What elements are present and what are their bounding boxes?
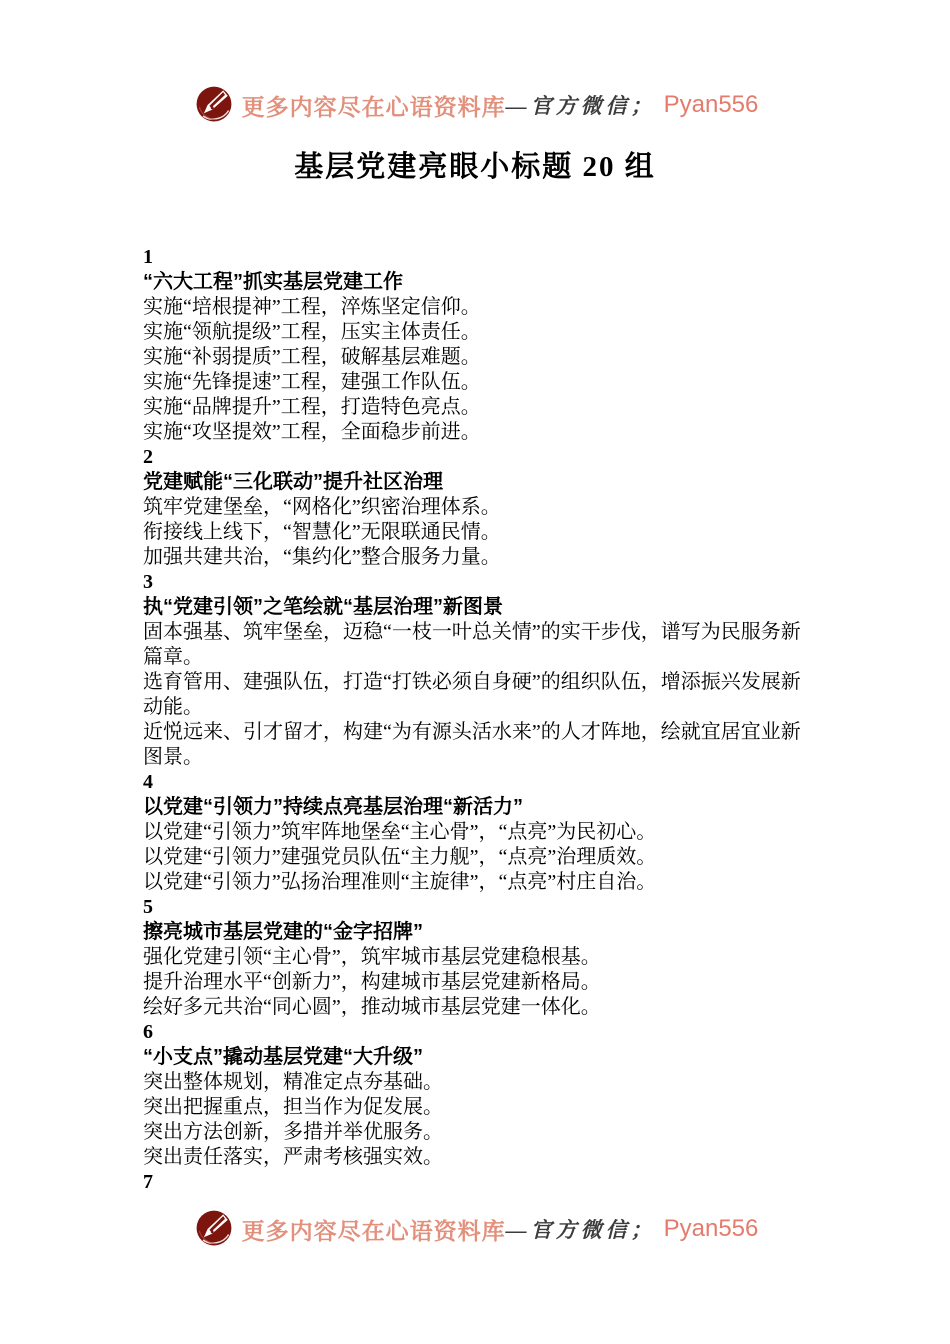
body-line: 实施“培根提神”工程，淬炼坚定信仰。 <box>143 296 481 318</box>
pen-nib-logo-icon <box>192 82 236 128</box>
section-number: 1 <box>143 246 153 268</box>
body-line: 突出把握重点，担当作为促发展。 <box>143 1096 443 1118</box>
body-line: 强化党建引领“主心骨”，筑牢城市基层党建稳根基。 <box>143 946 601 968</box>
section-number: 7 <box>143 1171 153 1193</box>
body-line: 突出整体规划，精准定点夯基础。 <box>143 1071 443 1093</box>
body-line: 加强共建共治，“集约化”整合服务力量。 <box>143 546 501 568</box>
section-heading: “小支点”撬动基层党建“大升级” <box>143 1046 423 1068</box>
section-3 <box>143 570 833 770</box>
section-heading: 擦亮城市基层党建的“金字招牌” <box>143 921 423 943</box>
section-1 <box>143 245 833 445</box>
body-line: 实施“补弱提质”工程，破解基层难题。 <box>143 346 481 368</box>
watermark-official-label: —官方微信； <box>505 1218 656 1242</box>
header-watermark <box>0 82 950 128</box>
body-line: 实施“领航提级”工程，压实主体责任。 <box>143 321 481 343</box>
body-line: 以党建“引领力”弘扬治理准则“主旋律”，“点亮”村庄自治。 <box>143 871 657 893</box>
section-5 <box>143 895 833 1020</box>
body-line: 以党建“引领力”建强党员队伍“主力舰”，“点亮”治理质效。 <box>143 846 657 868</box>
body-line: 近悦远来、引才留才，构建“为有源头活水来”的人才阵地，绘就宜居宜业新 <box>143 721 801 743</box>
section-4 <box>143 770 833 895</box>
section-7 <box>143 1170 833 1195</box>
section-heading: 党建赋能“三化联动”提升社区治理 <box>143 471 443 493</box>
body-line: 实施“攻坚提效”工程，全面稳步前进。 <box>143 421 481 443</box>
section-heading: “六大工程”抓实基层党建工作 <box>143 271 403 293</box>
body-line: 突出方法创新，多措并举优服务。 <box>143 1121 443 1143</box>
section-heading: 以党建“引领力”持续点亮基层治理“新活力” <box>143 796 523 818</box>
body-line: 图景。 <box>143 746 203 768</box>
page-title: 基层党建亮眼小标题 20 组 <box>294 151 656 183</box>
footer-watermark <box>0 1206 950 1252</box>
watermark-text: 更多内容尽在心语资料库 <box>241 94 506 120</box>
section-number: 4 <box>143 771 153 793</box>
section-number: 5 <box>143 896 153 918</box>
body-line: 衔接线上线下，“智慧化”无限联通民情。 <box>143 521 501 543</box>
watermark-wechat-account: Pyan556 <box>663 1215 759 1242</box>
section-heading: 执“党建引领”之笔绘就“基层治理”新图景 <box>143 596 503 618</box>
section-number: 3 <box>143 571 153 593</box>
section-number: 6 <box>143 1021 153 1043</box>
section-number: 2 <box>143 446 153 468</box>
body-line: 实施“先锋提速”工程，建强工作队伍。 <box>143 371 481 393</box>
watermark-official-label: —官方微信； <box>505 94 656 118</box>
section-6 <box>143 1020 833 1170</box>
watermark-wechat-account: Pyan556 <box>663 91 759 118</box>
body-line: 绘好多元共治“同心圆”，推动城市基层党建一体化。 <box>143 996 601 1018</box>
pen-nib-logo-icon <box>192 1206 236 1252</box>
body-line: 选育管用、建强队伍，打造“打铁必须自身硬”的组织队伍，增添振兴发展新 <box>143 671 801 693</box>
body-line: 突出责任落实，严肃考核强实效。 <box>143 1146 443 1168</box>
body-line: 筑牢党建堡垒，“网格化”织密治理体系。 <box>143 496 501 518</box>
watermark-text: 更多内容尽在心语资料库 <box>241 1218 506 1244</box>
body-line: 以党建“引领力”筑牢阵地堡垒“主心骨”，“点亮”为民初心。 <box>143 821 657 843</box>
body-line: 固本强基、筑牢堡垒，迈稳“一枝一叶总关情”的实干步伐，谱写为民服务新 <box>143 621 801 643</box>
document-body <box>143 245 833 1195</box>
body-line: 篇章。 <box>143 646 203 668</box>
body-line: 实施“品牌提升”工程，打造特色亮点。 <box>143 396 481 418</box>
body-line: 动能。 <box>143 696 203 718</box>
body-line: 提升治理水平“创新力”，构建城市基层党建新格局。 <box>143 971 601 993</box>
section-2 <box>143 445 833 570</box>
